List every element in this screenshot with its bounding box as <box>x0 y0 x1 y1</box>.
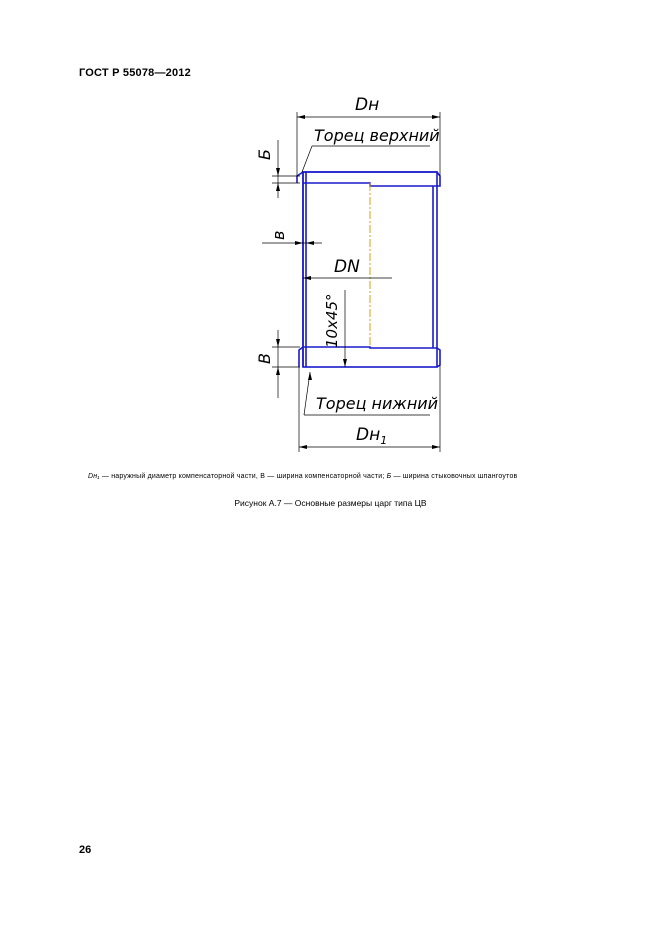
label-dn-outer1: $Dн_1$ <box>356 425 388 447</box>
label-b-small: Б <box>255 149 274 160</box>
label-b-big: В <box>255 353 274 364</box>
label-b-lower: в <box>269 230 288 240</box>
document-header: ГОСТ Р 55078—2012 <box>79 67 191 79</box>
label-end-bottom: Торец нижний <box>316 394 439 413</box>
figure-note <box>88 473 517 480</box>
bottom-flange <box>299 347 440 367</box>
label-dn-outer: Dн <box>355 95 380 115</box>
label-chamfer: 10х45° <box>323 293 341 348</box>
page-number: 26 <box>79 844 92 856</box>
note-symbol-dn1: Dн₁ <box>88 473 100 480</box>
figure-caption: Рисунок А.7 — Основные размеры царг типа ЦВ <box>234 498 427 508</box>
note-text-2: — ширина стыковочных шпангоутов <box>391 473 518 480</box>
top-flange <box>297 172 440 186</box>
label-end-top: Торец верхний <box>314 126 440 145</box>
pipe-outline <box>297 172 440 367</box>
note-text: — наружный диаметр компенсаторной части, В — ширина компенсаторной части; <box>99 473 387 480</box>
note-symbol-b: Б <box>386 473 392 480</box>
label-dn-nominal: DN <box>334 257 360 277</box>
